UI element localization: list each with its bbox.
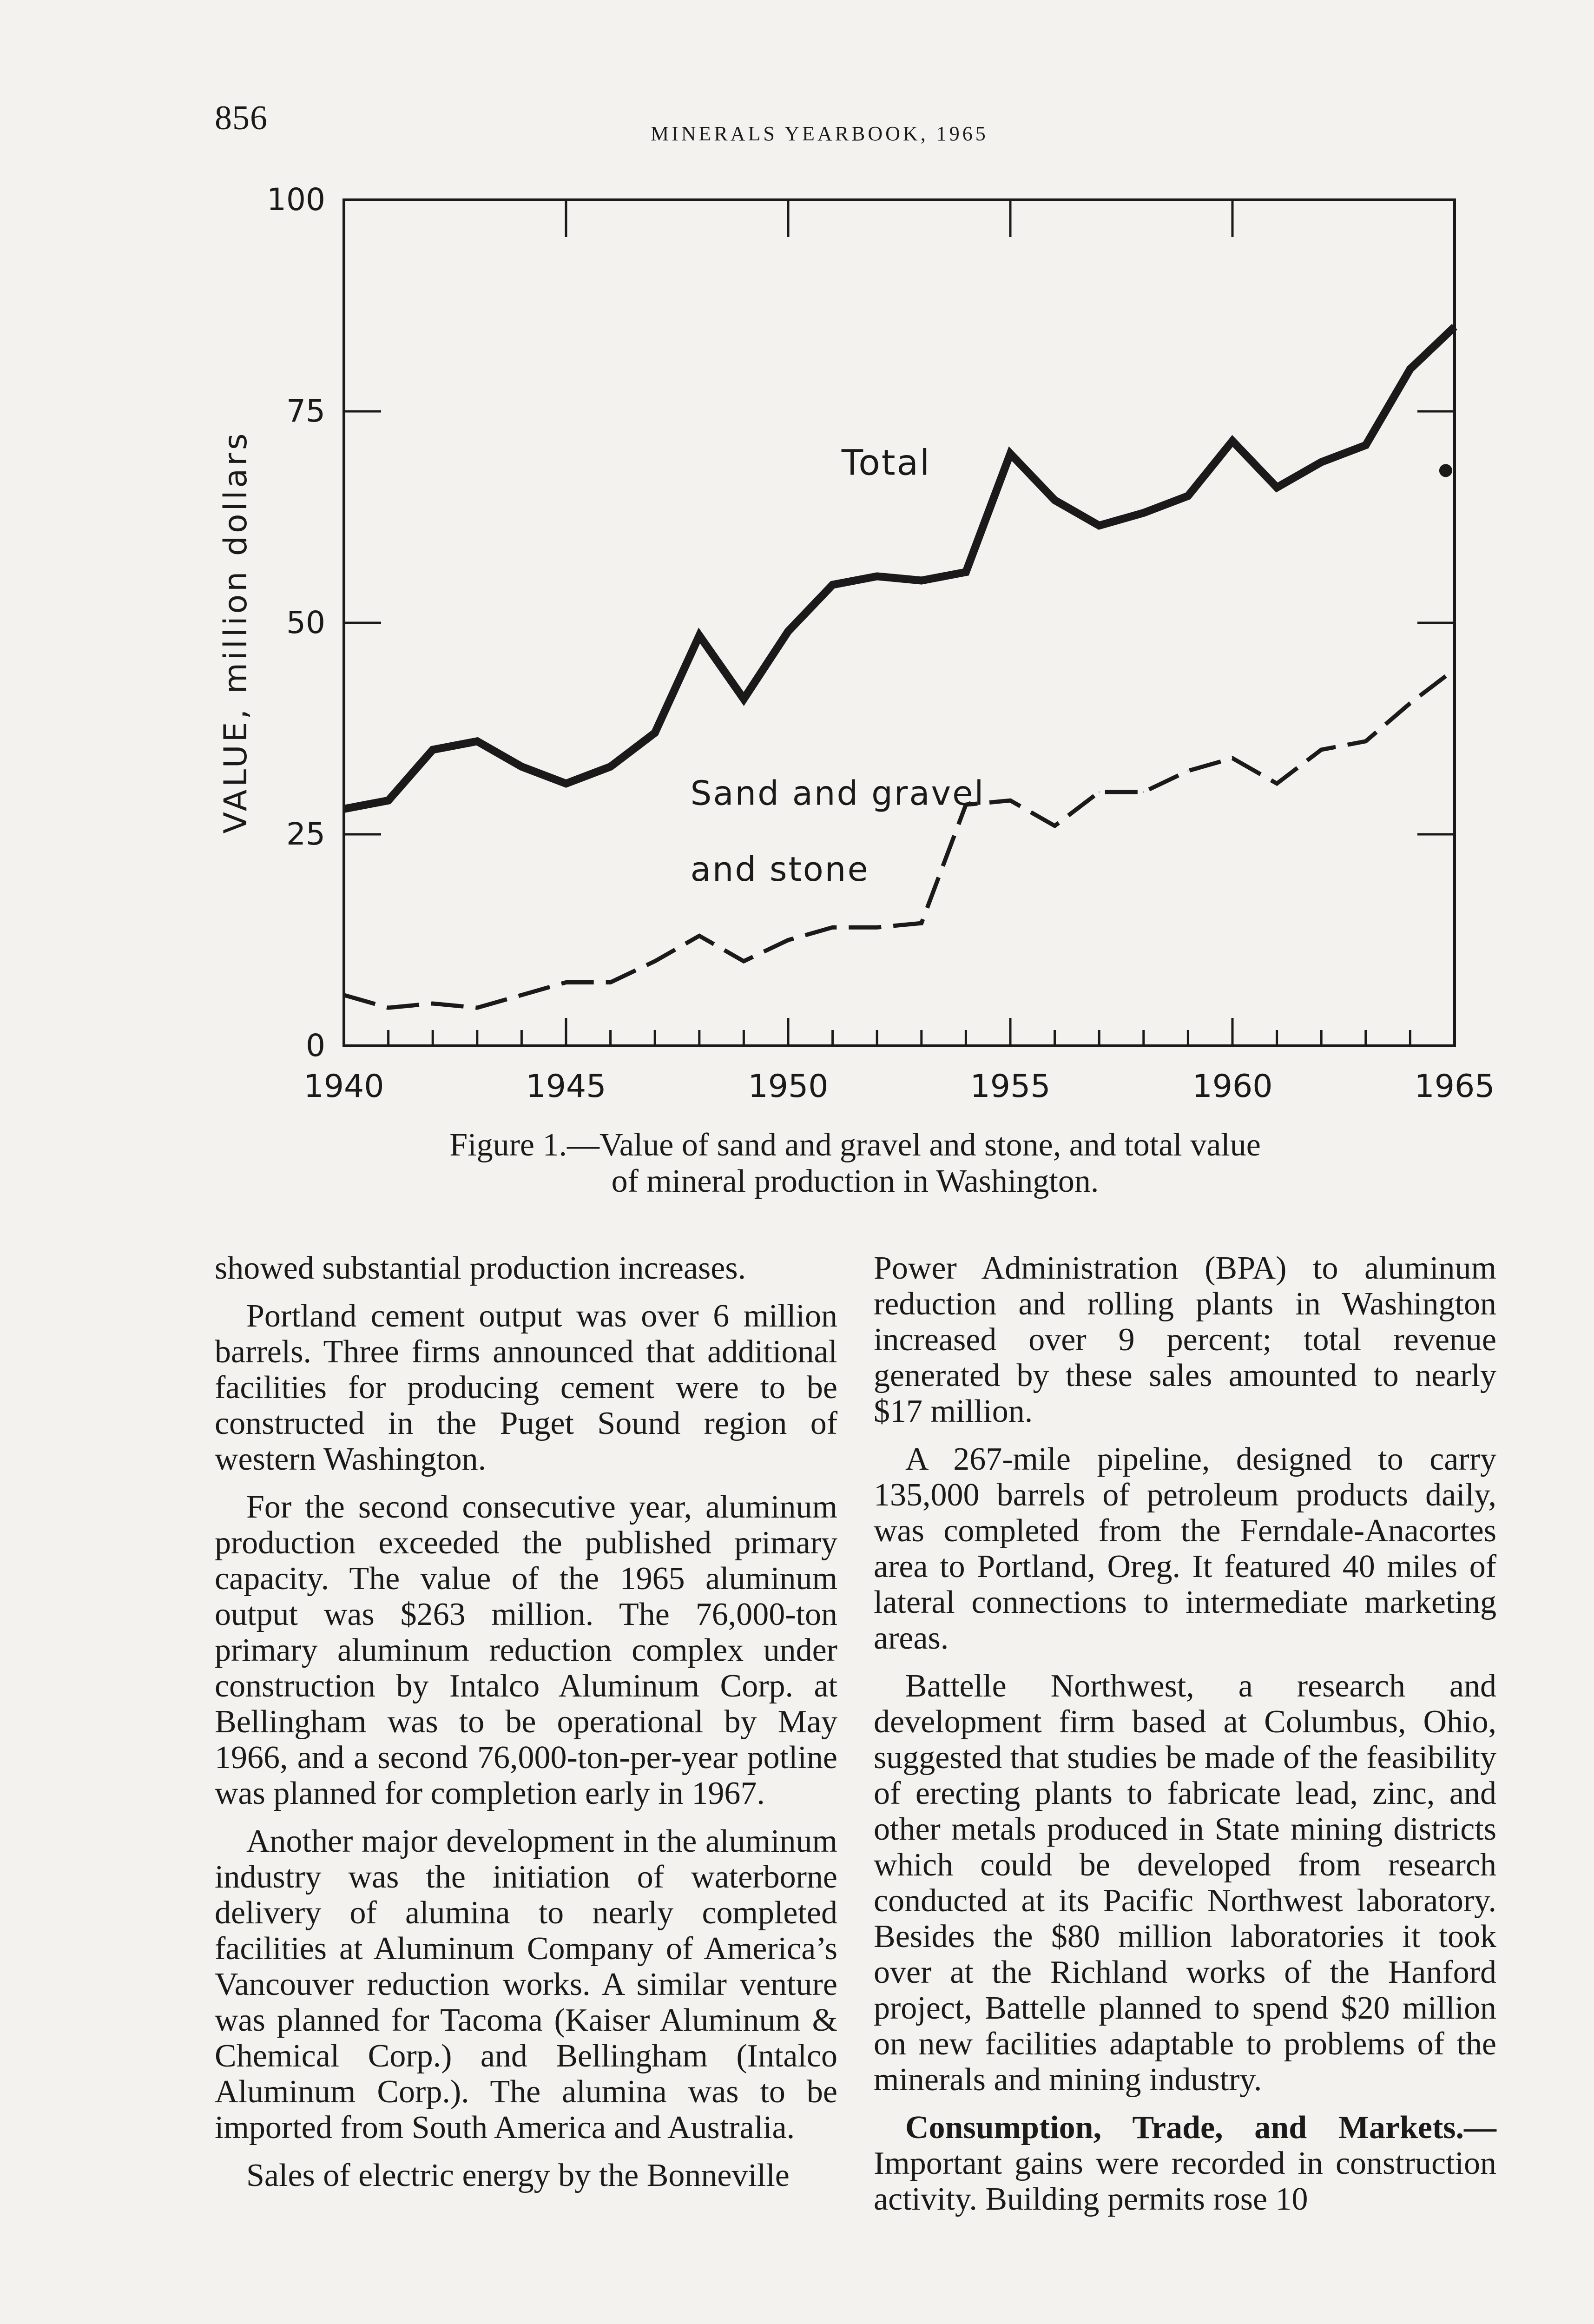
data-point	[921, 580, 922, 581]
paragraph	[215, 1298, 837, 1477]
data-point	[1187, 771, 1188, 772]
paragraph-text: Important gains were recorded in construction activity. Building permits rose 10	[874, 2146, 1496, 2217]
y-tick-label: 75	[286, 393, 325, 429]
left-text-column	[215, 1250, 837, 2205]
paragraph-text: Another major development in the aluminum industry was the initiation of waterborne delivery of alumina to nearly completed facilities at Aluminum Company of America’s Vancouver reduction works. A similar venture was planned for Tacoma (Kaiser Aluminum & Chemical Corp.) and Bellingham (Intalco Aluminum Corp.). The alumina was to be imported from South America and Australia.	[215, 1823, 837, 2146]
data-point	[743, 961, 744, 962]
data-point	[1054, 825, 1055, 826]
data-point	[1232, 758, 1233, 759]
data-point	[1054, 500, 1055, 501]
paragraph	[215, 2158, 837, 2193]
x-tick-label: 1940	[303, 1068, 384, 1105]
data-point	[1454, 326, 1455, 327]
data-point	[1010, 800, 1011, 801]
data-point	[832, 584, 833, 585]
running-head: MINERALS YEARBOOK, 1965	[651, 122, 988, 145]
paragraph	[215, 1823, 837, 2146]
y-axis-title: VALUE, million dollars	[217, 430, 254, 834]
data-point	[1232, 441, 1233, 442]
x-tick-label: 1945	[526, 1068, 606, 1105]
sand-gravel-line-label: and stone	[690, 850, 869, 889]
data-point	[1277, 487, 1278, 488]
y-tick-label: 0	[306, 1028, 325, 1063]
figure-caption-line-1: Figure 1.—Value of sand and gravel and stone, and total value	[449, 1127, 1261, 1163]
y-tick-label: 100	[267, 182, 325, 218]
data-point	[477, 1007, 478, 1008]
note-marker-dot	[1439, 464, 1452, 477]
page-number: 856	[215, 99, 268, 137]
line-chart	[0, 0, 1594, 1125]
paragraph-text: A 267-mile pipeline, designed to carry 135,000 barrels of petroleum products daily, was completed from the Ferndale-Anacortes area to Portland, Oreg. It featured 40 miles of lateral connections to intermediate marketing areas.	[874, 1441, 1496, 1656]
data-point	[788, 631, 789, 632]
section-run-in-heading: Consumption, Trade, and Markets.—	[905, 2110, 1496, 2146]
paragraph-text: For the second consecutive year, aluminum production exceeded the published primary capacity. The value of the 1965 aluminum output was $263 million. The 76,000-ton primary aluminum reduction complex under construction by Intalco Aluminum Corp. at Bellingham was to be operational by May 1966, and a second 76,000-ton-per-year potline was planned for completion early in 1967.	[215, 1489, 837, 1811]
data-point	[1187, 495, 1188, 496]
data-point	[610, 982, 611, 983]
data-point	[965, 572, 966, 573]
data-point	[521, 766, 522, 767]
data-point	[832, 927, 833, 928]
paragraph	[874, 2110, 1496, 2217]
data-point	[388, 800, 389, 801]
data-point	[876, 927, 877, 928]
right-text-column	[874, 1250, 1496, 2229]
data-point	[654, 961, 655, 962]
data-point	[1010, 453, 1011, 454]
paragraph	[874, 1668, 1496, 2098]
data-point	[343, 995, 344, 996]
x-tick-label: 1960	[1192, 1068, 1273, 1105]
data-point	[1365, 445, 1366, 446]
paragraph	[215, 1489, 837, 1811]
data-point	[432, 749, 433, 750]
data-point	[788, 940, 789, 941]
y-tick-label: 50	[286, 605, 325, 640]
x-tick-label: 1950	[748, 1068, 829, 1105]
paragraph	[874, 1250, 1496, 1429]
x-tick-label: 1965	[1414, 1068, 1495, 1105]
plot-frame	[344, 200, 1455, 1046]
y-tick-label: 25	[286, 816, 325, 852]
data-point	[1143, 512, 1144, 513]
data-point	[521, 995, 522, 996]
data-point	[343, 808, 344, 809]
data-point	[921, 923, 922, 924]
figure-caption	[390, 1127, 1320, 1200]
x-tick-label: 1955	[970, 1068, 1051, 1105]
total-value-line	[344, 327, 1455, 809]
data-point	[1277, 783, 1278, 784]
data-point	[1454, 669, 1455, 670]
data-point	[610, 766, 611, 767]
sand-gravel-line-label: Sand and gravel	[690, 773, 985, 813]
data-point	[1365, 741, 1366, 742]
total-line-label: Total	[841, 442, 931, 483]
data-point	[477, 741, 478, 742]
sand-gravel-stone-line	[344, 669, 1455, 1008]
paragraph-text: Battelle Northwest, a research and development firm based at Columbus, Ohio, suggested that studies be made of the feasibility of erecting plants to fabricate lead, zinc, and other metals produced in State mining districts which could be developed from research conducted at its Pacific Northwest laboratory. Besides the $80 million laboratories it took over at the Richland works of the Hanford project, Battelle planned to spend $20 million on new facilities adaptable to problems of the minerals and mining industry.	[874, 1668, 1496, 2098]
data-point	[876, 576, 877, 577]
data-point	[432, 1003, 433, 1004]
paragraph-text: Sales of electric energy by the Bonneville	[246, 2158, 790, 2193]
paragraph	[874, 1441, 1496, 1656]
paragraph-text: showed substantial production increases.	[215, 1250, 746, 1286]
data-point	[743, 699, 744, 700]
paragraph	[215, 1250, 837, 1286]
data-point	[1321, 749, 1322, 750]
data-point	[699, 635, 700, 636]
figure-caption-line-2: of mineral production in Washington.	[611, 1163, 1099, 1199]
data-point	[388, 1007, 389, 1008]
data-point	[1099, 525, 1100, 526]
paragraph-text: Power Administration (BPA) to aluminum reduction and rolling plants in Washington increased over 9 percent; total revenue generated by these sales amounted to nearly $17 million.	[874, 1250, 1496, 1429]
data-point	[699, 935, 700, 936]
paragraph-text: Portland cement output was over 6 million barrels. Three firms announced that additional facilities for producing cement were to be constructed in the Puget Sound region of western Washington.	[215, 1298, 837, 1477]
